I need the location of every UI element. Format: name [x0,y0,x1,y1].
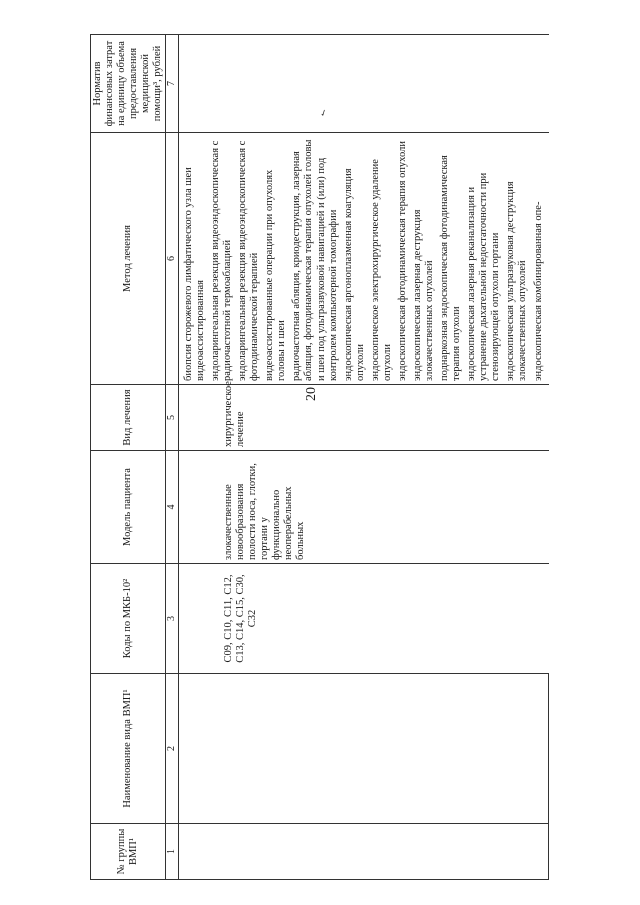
cost-standard-cell [178,35,548,133]
patient-model: злокачественные новообразования полости носа, глотки, гортани у функционально неоперабельных больных [222,463,307,560]
method-item: эндоскопическая фотодинамическая терапия опухоли [396,140,408,381]
header-treatment-method: Метод лечения [91,133,166,385]
method-item: видеоассистированные операции при опухолях головы и шеи [264,169,288,381]
header-cost-standard: Норматив финансовых затрат на единицу объема предоставления медицинской помощи³, рублей [91,35,166,133]
header-patient-model: Модель пациента [91,451,166,564]
header-icd-codes: Коды по МКБ-10² [91,564,166,674]
icd-codes-cell [178,564,548,674]
icd-codes: C09, C10, C11, C12, C13, C14, C15, C30, C32 [222,574,258,663]
table-row [178,35,548,880]
method-item: эндоскопическая комбинированная опе- [532,201,544,381]
column-number-row [166,35,179,880]
method-item: эндоскопическая лазерная реканализация и устранение дыхательной недостаточности при стенозирующей опухоли гортани [466,172,502,381]
column-number: 2 [166,674,179,824]
method-item: эндоларингеальная резекция видеоэндоскопическая с радиочастотной термоаблацией [210,140,234,381]
group-number-cell [178,824,548,880]
column-number: 5 [166,385,179,451]
method-item: эндоскопическая ультразвуковая деструкция злокачественных опухолей [505,181,529,381]
header-row [91,35,166,880]
vmp-name-cell [178,674,548,824]
method-item: биопсия сторожевого лимфатического узла шеи видеоассистированная [182,167,206,381]
treatment-method-cell [178,133,548,385]
header-vmp-name: Наименование вида ВМП¹ [91,674,166,824]
treatment-type-cell [178,381,548,451]
method-item: эндоларингеальная резекция видеоэндоскопическая с фотодинамической терапией [237,140,261,381]
column-number: 4 [166,451,179,564]
scan-artifact: ✓ [318,107,329,120]
rotated-page [90,20,640,880]
method-item: эндоскопическое электрохирургическое удаление опухоли [369,159,393,381]
page-number: 20 [304,387,319,401]
column-number: 1 [166,824,179,880]
column-number: 6 [166,133,179,385]
method-item: эндоскопическая лазерная деструкция злокачественных опухолей [411,209,435,381]
patient-model-cell [178,451,548,564]
treatment-type: хирургическое лечение [222,381,246,447]
header-group-number: № группы ВМП¹ [91,824,166,880]
header-treatment-type: Вид лечения [91,385,166,451]
vmp-table [90,34,549,880]
method-item: поднаркозная эндоскопическая фотодинамическая терапия опухоли [439,155,463,381]
method-item: радиочастотная абляция, криодеструкция, лазерная абляция, фотодинамическая терапия опухолей головы и шеи под ультразвуковой навигацией и (или) под контролем компьютерной томографии [291,139,339,381]
column-number: 7 [166,35,179,133]
method-item: эндоскопическая аргоноплазменная коагуляция опухоли [342,168,366,381]
column-number: 3 [166,564,179,674]
